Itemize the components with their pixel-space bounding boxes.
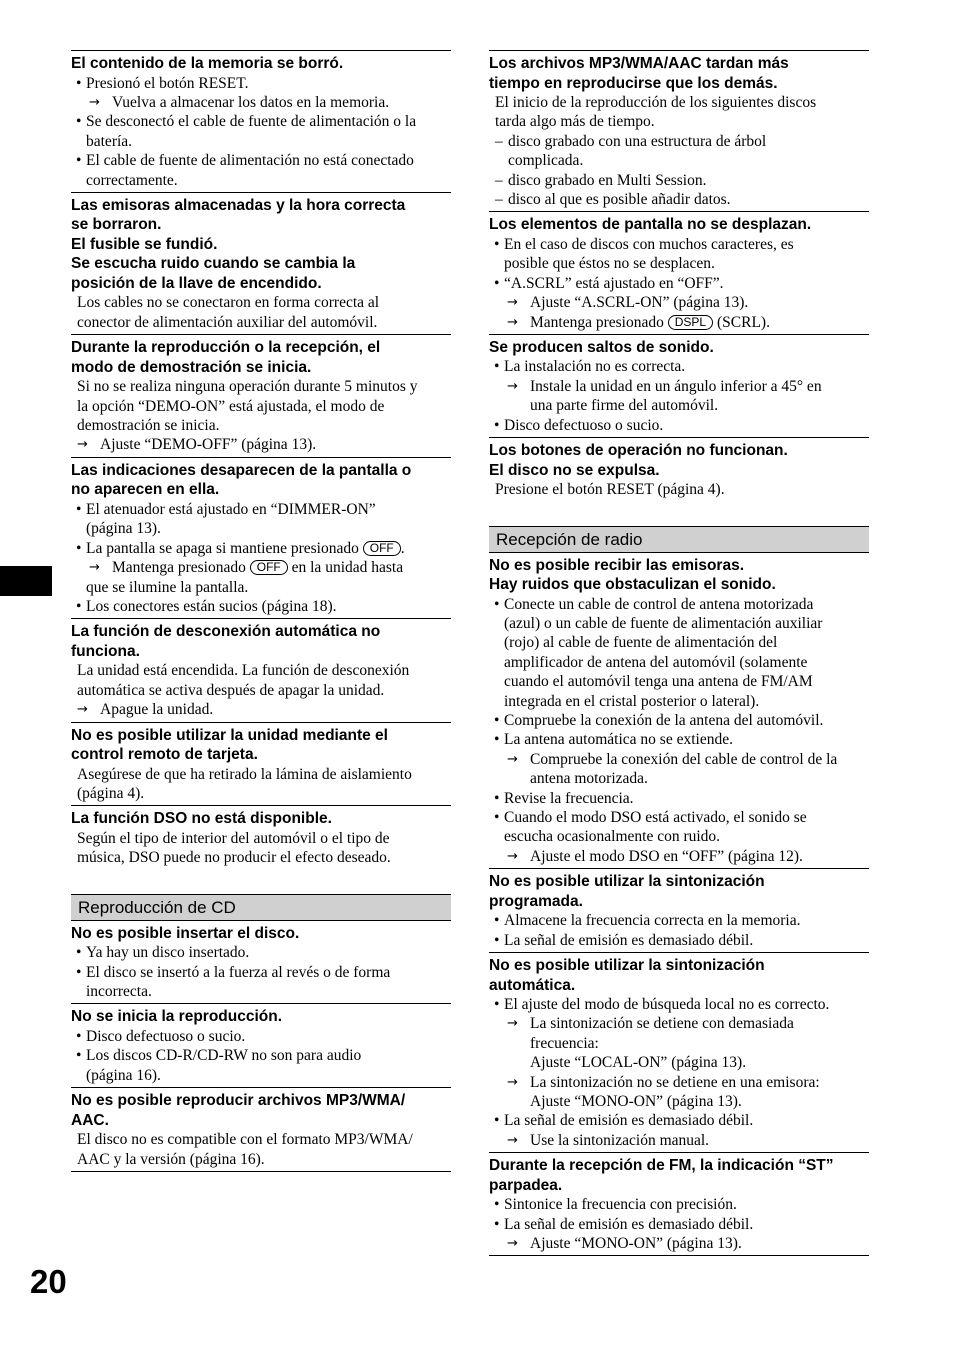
line-text: Apague la unidad. xyxy=(100,701,214,719)
line-text: Mantenga presionado xyxy=(112,559,250,577)
line-text: La sintonización no se detiene en una emisora: xyxy=(530,1073,820,1091)
line-text: (azul) o un cable de fuente de alimentación auxiliar xyxy=(504,614,823,632)
troubleshooting-item xyxy=(71,618,451,721)
line-text: incorrecta. xyxy=(86,982,152,1000)
problem-heading: No es posible recibir las emisoras. xyxy=(489,556,745,574)
line-text: integrada en el cristal posterior o lateral). xyxy=(504,692,760,710)
solution-line xyxy=(71,1130,451,1149)
problem-heading: No es posible utilizar la sintonización xyxy=(489,873,765,891)
solution-line xyxy=(71,661,451,680)
line-text: La señal de emisión es demasiado débil. xyxy=(504,931,754,949)
solution-line xyxy=(489,847,869,866)
solution-line xyxy=(489,171,869,190)
solution-line xyxy=(71,397,451,416)
solution-line xyxy=(489,730,869,749)
solution-line xyxy=(71,700,451,719)
solution-line xyxy=(71,416,451,435)
problem-heading: No es posible utilizar la unidad mediante el xyxy=(71,726,388,744)
chapter-tab-marker xyxy=(0,566,52,596)
solution-line xyxy=(489,1234,869,1253)
line-text: El ajuste del modo de búsqueda local no es correcto. xyxy=(504,996,830,1013)
line-text: demostración se inicia. xyxy=(77,417,220,435)
problem-heading: No es posible utilizar la sintonización xyxy=(489,957,765,974)
problem-heading: Durante la recepción de FM, la indicación “ST” xyxy=(489,1157,834,1175)
solution-line xyxy=(71,1046,451,1065)
solution-line xyxy=(71,539,451,558)
problem-heading: automática. xyxy=(489,976,576,994)
solution-line xyxy=(71,1066,451,1085)
line-text: frecuencia: xyxy=(530,1034,599,1052)
line-text: El cable de fuente de alimentación no está conectado xyxy=(86,152,414,170)
problem-heading: parpadea. xyxy=(489,1176,563,1194)
solution-line xyxy=(489,1215,869,1234)
line-text: Ajuste “LOCAL-ON” (página 13). xyxy=(530,1054,747,1072)
line-text: Conecte un cable de control de antena motorizada xyxy=(504,595,814,613)
line-text: El disco no es compatible con el formato MP3/WMA/ xyxy=(77,1131,413,1149)
solution-line xyxy=(71,963,451,982)
problem-heading: se borraron. xyxy=(71,216,162,234)
line-text: Ajuste “MONO-ON” (página 13). xyxy=(530,1093,742,1111)
arrow-right-icon: → xyxy=(507,314,518,330)
troubleshooting-item xyxy=(489,553,869,869)
arrow-right-icon: → xyxy=(507,1074,518,1090)
line-text: Vuelva a almacenar los datos en la memoria. xyxy=(112,93,390,111)
solution-line xyxy=(489,633,869,652)
line-text: La sintonización se detiene con demasiada xyxy=(530,1015,794,1033)
solution-line xyxy=(71,1027,451,1046)
arrow-right-icon: → xyxy=(77,702,88,718)
line-text-after: (SCRL). xyxy=(713,313,770,331)
solution-line xyxy=(71,377,451,396)
solution-line xyxy=(489,995,869,1014)
solution-line xyxy=(489,1111,869,1130)
solution-line xyxy=(489,827,869,846)
button-label: OFF xyxy=(250,560,288,575)
problem-heading: No es posible reproducir archivos MP3/WMA/ xyxy=(71,1092,406,1110)
line-text: complicada. xyxy=(508,152,584,170)
line-text: batería. xyxy=(86,132,133,150)
solution-line xyxy=(489,480,869,499)
solution-line xyxy=(489,274,869,293)
troubleshooting-item xyxy=(71,921,451,1004)
solution-line xyxy=(489,931,869,950)
troubleshooting-item xyxy=(489,437,869,501)
troubleshooting-item xyxy=(489,952,869,1152)
solution-line xyxy=(71,293,451,312)
arrow-right-icon: → xyxy=(507,378,518,394)
problem-heading: no aparecen en ella. xyxy=(71,481,220,499)
problem-heading: El contenido de la memoria se borró. xyxy=(71,55,344,72)
left-column xyxy=(71,50,451,1172)
problem-heading: Se escucha ruido cuando se cambia la xyxy=(71,255,356,273)
line-text: (página 13). xyxy=(86,520,161,538)
line-text: Presione el botón RESET (página 4). xyxy=(495,481,725,499)
solution-line xyxy=(489,750,869,769)
line-text: Los conectores están sucios (página 18). xyxy=(86,597,337,615)
line-text: Compruebe la conexión del cable de control de la xyxy=(530,750,838,768)
problem-heading: programada. xyxy=(489,892,583,910)
line-text: Cuando el modo DSO está activado, el sonido se xyxy=(504,808,807,826)
problem-heading: Las indicaciones desaparecen de la pantalla o xyxy=(71,461,412,479)
troubleshooting-item xyxy=(489,334,869,437)
solution-line xyxy=(489,595,869,614)
arrow-right-icon: → xyxy=(507,295,518,311)
arrow-right-icon: → xyxy=(507,1132,518,1148)
solution-line xyxy=(489,1092,869,1111)
line-text: música, DSO puede no producir el efecto deseado. xyxy=(77,849,391,867)
solution-line xyxy=(489,789,869,808)
arrow-right-icon: → xyxy=(77,437,88,453)
line-text: La antena automática no se extiende. xyxy=(504,731,733,749)
line-text: conector de alimentación auxiliar del automóvil. xyxy=(77,313,378,331)
line-text: “A.SCRL” está ajustado en “OFF”. xyxy=(504,274,724,292)
right-column xyxy=(489,50,869,1256)
solution-line xyxy=(71,93,451,112)
line-text: El inicio de la reproducción de los siguientes discos xyxy=(495,94,817,111)
problem-heading: Los archivos MP3/WMA/AAC tardan más xyxy=(489,55,789,72)
line-text: disco al que es posible añadir datos. xyxy=(508,191,731,209)
problem-heading: La función de desconexión automática no xyxy=(71,623,381,641)
solution-line xyxy=(489,1073,869,1092)
line-text: disco grabado con una estructura de árbol xyxy=(508,132,767,150)
line-text: Ajuste el modo DSO en “OFF” (página 12). xyxy=(530,847,803,865)
line-text: Revise la frecuencia. xyxy=(504,789,634,807)
troubleshooting-item xyxy=(71,334,451,457)
problem-heading: funciona. xyxy=(71,642,140,660)
line-text: La señal de emisión es demasiado débil. xyxy=(504,1112,754,1130)
troubleshooting-item xyxy=(489,1152,869,1256)
button-label: OFF xyxy=(363,541,401,556)
line-text: (página 4). xyxy=(77,784,145,802)
line-text: amplificador de antena del automóvil (solamente xyxy=(504,653,808,671)
problem-heading: control remoto de tarjeta. xyxy=(71,746,258,764)
line-text: Disco defectuoso o sucio. xyxy=(504,416,664,434)
line-text: antena motorizada. xyxy=(530,770,648,788)
line-text: El atenuador está ajustado en “DIMMER-ON” xyxy=(86,500,376,518)
line-text: La pantalla se apaga si mantiene presionado xyxy=(86,539,363,557)
solution-line xyxy=(71,784,451,803)
line-text: correctamente. xyxy=(86,171,178,189)
solution-line xyxy=(489,151,869,170)
line-text: tarda algo más de tiempo. xyxy=(495,113,655,131)
solution-line xyxy=(71,519,451,538)
solution-line xyxy=(489,1014,869,1033)
troubleshooting-item xyxy=(71,1087,451,1172)
arrow-right-icon: → xyxy=(507,1016,518,1032)
solution-line xyxy=(71,112,451,131)
line-text: La instalación no es correcta. xyxy=(504,358,686,376)
arrow-right-icon: → xyxy=(89,560,100,576)
line-text: La unidad está encendida. La función de desconexión xyxy=(77,662,410,680)
line-text: Sintonice la frecuencia con precisión. xyxy=(504,1196,737,1214)
solution-line xyxy=(71,500,451,519)
line-text: Se desconectó el cable de fuente de alimentación o la xyxy=(86,113,417,131)
line-text: Los discos CD-R/CD-RW no son para audio xyxy=(86,1047,362,1065)
line-text: Ya hay un disco insertado. xyxy=(86,944,250,962)
solution-line xyxy=(489,672,869,691)
solution-line xyxy=(71,558,451,577)
line-text: Mantenga presionado xyxy=(530,313,668,331)
solution-line xyxy=(489,254,869,273)
problem-heading: La función DSO no está disponible. xyxy=(71,810,332,828)
problem-heading: posición de la llave de encendido. xyxy=(71,274,322,292)
arrow-right-icon: → xyxy=(507,1236,518,1252)
line-text: El disco se insertó a la fuerza al revés o de forma xyxy=(86,963,391,981)
troubleshooting-item xyxy=(489,211,869,334)
solution-line xyxy=(489,1131,869,1150)
problem-heading: tiempo en reproducirse que los demás. xyxy=(489,74,778,92)
button-label: DSPL xyxy=(668,315,713,330)
troubleshooting-item xyxy=(489,868,869,952)
line-text: Los cables no se conectaron en forma correcta al xyxy=(77,294,380,312)
problem-heading: No es posible insertar el disco. xyxy=(71,924,300,942)
troubleshooting-item xyxy=(71,457,451,618)
line-text: escucha ocasionalmente con ruido. xyxy=(504,828,721,846)
problem-heading: AAC. xyxy=(71,1111,109,1129)
solution-line xyxy=(71,171,451,190)
problem-heading: El fusible se fundió. xyxy=(71,235,218,253)
line-text: Según el tipo de interior del automóvil o el tipo de xyxy=(77,829,390,847)
solution-line xyxy=(489,614,869,633)
line-text: Almacene la frecuencia correcta en la memoria. xyxy=(504,912,801,930)
problem-heading: El disco no se expulsa. xyxy=(489,461,660,479)
solution-line xyxy=(489,1034,869,1053)
solution-line xyxy=(489,112,869,131)
line-text: Presionó el botón RESET. xyxy=(86,74,249,92)
line-text: una parte firme del automóvil. xyxy=(530,397,719,415)
solution-line xyxy=(71,829,451,848)
solution-line xyxy=(489,711,869,730)
line-text: (rojo) al cable de fuente de alimentación del xyxy=(504,634,778,652)
solution-line xyxy=(489,377,869,396)
problem-heading: Los elementos de pantalla no se desplazan. xyxy=(489,216,812,234)
line-text-after: en la unidad hasta xyxy=(287,559,404,577)
solution-line xyxy=(489,416,869,435)
line-text-after: . xyxy=(400,539,405,557)
solution-line xyxy=(71,435,451,454)
problem-heading: Se producen saltos de sonido. xyxy=(489,338,714,356)
line-text: que se ilumine la pantalla. xyxy=(86,578,249,596)
line-text: La señal de emisión es demasiado débil. xyxy=(504,1215,754,1233)
line-text: Ajuste “MONO-ON” (página 13). xyxy=(530,1235,742,1253)
solution-line xyxy=(489,808,869,827)
line-text: Si no se realiza ninguna operación durante 5 minutos y xyxy=(77,378,418,396)
line-text: Compruebe la conexión de la antena del automóvil. xyxy=(504,711,824,729)
problem-heading: Los botones de operación no funcionan. xyxy=(489,442,788,460)
arrow-right-icon: → xyxy=(507,848,518,864)
troubleshooting-item xyxy=(489,50,869,211)
solution-line xyxy=(71,982,451,1001)
solution-line xyxy=(71,151,451,170)
solution-line xyxy=(489,190,869,209)
solution-line xyxy=(489,235,869,254)
solution-line xyxy=(71,132,451,151)
line-text: cuando el automóvil tenga una antena de FM/AM xyxy=(504,673,813,691)
line-text: la opción “DEMO-ON” está ajustada, el modo de xyxy=(77,397,385,415)
solution-line xyxy=(489,313,869,332)
solution-line xyxy=(489,692,869,711)
solution-line xyxy=(71,765,451,784)
line-text: automática se activa después de apagar la unidad. xyxy=(77,681,385,699)
solution-line xyxy=(489,93,869,112)
line-text: AAC y la versión (página 16). xyxy=(77,1150,265,1168)
solution-line xyxy=(71,578,451,597)
solution-line xyxy=(489,357,869,376)
line-text: En el caso de discos con muchos caracteres, es xyxy=(504,235,794,253)
solution-line xyxy=(489,293,869,312)
problem-heading: modo de demostración se inicia. xyxy=(71,358,312,376)
problem-heading: Hay ruidos que obstaculizan el sonido. xyxy=(489,576,776,593)
solution-line xyxy=(71,74,451,93)
line-text: Disco defectuoso o sucio. xyxy=(86,1027,246,1045)
arrow-right-icon: → xyxy=(507,751,518,767)
line-text: Ajuste “DEMO-OFF” (página 13). xyxy=(100,436,317,454)
solution-line xyxy=(71,848,451,867)
solution-line xyxy=(71,597,451,616)
section-header: Recepción de radio xyxy=(489,526,869,553)
solution-line xyxy=(71,943,451,962)
troubleshooting-item xyxy=(71,50,451,192)
solution-line xyxy=(71,1150,451,1169)
problem-heading: Durante la reproducción o la recepción, el xyxy=(71,339,381,357)
line-text: Use la sintonización manual. xyxy=(530,1131,710,1149)
problem-heading: Las emisoras almacenadas y la hora correcta xyxy=(71,196,406,214)
solution-line xyxy=(489,911,869,930)
line-text: Asegúrese de que ha retirado la lámina de aislamiento xyxy=(77,765,412,783)
problem-heading: No se inicia la reproducción. xyxy=(71,1008,283,1026)
page-number: 20 xyxy=(30,1263,67,1300)
solution-line xyxy=(71,681,451,700)
solution-line xyxy=(489,653,869,672)
line-text: Ajuste “A.SCRL-ON” (página 13). xyxy=(530,294,749,312)
line-text: (página 16). xyxy=(86,1066,161,1084)
line-text: disco grabado en Multi Session. xyxy=(508,171,707,189)
line-text: Instale la unidad en un ángulo inferior a 45° en xyxy=(530,377,822,395)
solution-line xyxy=(489,769,869,788)
solution-line xyxy=(71,313,451,332)
line-text: posible que éstos no se desplacen. xyxy=(504,255,715,273)
arrow-right-icon: → xyxy=(89,94,100,110)
troubleshooting-item xyxy=(71,1003,451,1087)
troubleshooting-item xyxy=(71,722,451,806)
section-header: Reproducción de CD xyxy=(71,894,451,921)
solution-line xyxy=(489,132,869,151)
troubleshooting-item xyxy=(71,192,451,334)
solution-line xyxy=(489,396,869,415)
troubleshooting-item xyxy=(71,805,451,869)
solution-line xyxy=(489,1195,869,1214)
solution-line xyxy=(489,1053,869,1072)
